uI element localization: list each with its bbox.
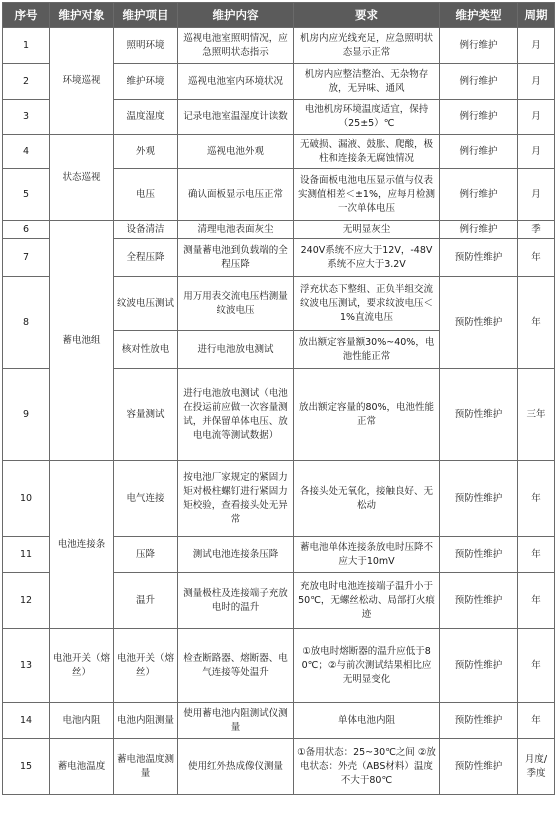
cell-period: 月 — [518, 28, 555, 64]
cell-object: 电池开关（熔丝） — [50, 629, 114, 703]
cell-requirement: 放出额定容量额30%~40%，电池性能正常 — [294, 331, 440, 369]
cell-seq: 9 — [3, 369, 50, 461]
cell-requirement: ①放电时熔断器的温升应低于80℃；②与前次测试结果相比应无明显变化 — [294, 629, 440, 703]
cell-object: 环境巡视 — [50, 28, 114, 135]
cell-content: 测量极柱及连接端子充放电时的温升 — [178, 573, 294, 629]
cell-content: 测量蓄电池到负载端的全程压降 — [178, 239, 294, 277]
cell-requirement: 蓄电池单体连接条放电时压降不应大于10mV — [294, 537, 440, 573]
cell-period: 月度/季度 — [518, 739, 555, 795]
cell-type: 预防性维护 — [440, 369, 518, 461]
table-row — [3, 221, 555, 239]
cell-period: 三年 — [518, 369, 555, 461]
cell-type: 预防性维护 — [440, 277, 518, 369]
cell-item: 温度湿度 — [114, 100, 178, 135]
cell-content: 清理电池表面灰尘 — [178, 221, 294, 239]
cell-type: 预防性维护 — [440, 739, 518, 795]
cell-period: 季 — [518, 221, 555, 239]
cell-item: 全程压降 — [114, 239, 178, 277]
cell-type: 例行维护 — [440, 135, 518, 169]
cell-type: 例行维护 — [440, 64, 518, 100]
cell-seq: 6 — [3, 221, 50, 239]
cell-content: 按电池厂家规定的紧固力矩对极柱螺钉进行紧固力矩校验，查看接头处无异常 — [178, 461, 294, 537]
cell-object: 电池内阻 — [50, 703, 114, 739]
cell-seq: 11 — [3, 537, 50, 573]
cell-item: 电压 — [114, 169, 178, 221]
cell-type: 例行维护 — [440, 169, 518, 221]
cell-object: 蓄电池温度 — [50, 739, 114, 795]
cell-type: 预防性维护 — [440, 573, 518, 629]
cell-seq: 7 — [3, 239, 50, 277]
cell-period: 月 — [518, 64, 555, 100]
cell-seq: 3 — [3, 100, 50, 135]
cell-content: 记录电池室温湿度计读数 — [178, 100, 294, 135]
cell-item: 电池内阻测量 — [114, 703, 178, 739]
cell-content: 进行电池放电测试（电池在投运前应做一次容量测试，并保留单体电压、放电电流等测试数据） — [178, 369, 294, 461]
cell-requirement: 设备面板电池电压显示值与仪表实测值相差＜±1%，应每月检测一次单体电压 — [294, 169, 440, 221]
cell-requirement: 各接头处无氧化，接触良好、无松动 — [294, 461, 440, 537]
cell-seq: 5 — [3, 169, 50, 221]
cell-requirement: 无破损、漏液、鼓胀、爬酸，极柱和连接条无腐蚀情况 — [294, 135, 440, 169]
cell-content: 检查断路器、熔断器、电气连接等处温升 — [178, 629, 294, 703]
cell-requirement: 浮充状态下整组、正负半组交流纹波电压测试，要求纹波电压＜1%直流电压 — [294, 277, 440, 331]
cell-seq: 4 — [3, 135, 50, 169]
cell-item: 容量测试 — [114, 369, 178, 461]
cell-item: 电气连接 — [114, 461, 178, 537]
cell-seq: 8 — [3, 277, 50, 369]
cell-item: 外观 — [114, 135, 178, 169]
cell-content: 用万用表交流电压档测量纹波电压 — [178, 277, 294, 331]
cell-content: 使用蓄电池内阻测试仪测量 — [178, 703, 294, 739]
cell-content: 测试电池连接条压降 — [178, 537, 294, 573]
table-row — [3, 135, 555, 169]
cell-requirement: 240V系统不应大于12V，-48V系统不应大于3.2V — [294, 239, 440, 277]
cell-object: 状态巡视 — [50, 135, 114, 221]
cell-type: 预防性维护 — [440, 461, 518, 537]
cell-seq: 14 — [3, 703, 50, 739]
cell-item: 照明环境 — [114, 28, 178, 64]
cell-requirement: 机房内应光线充足，应急照明状态显示正常 — [294, 28, 440, 64]
header-object: 维护对象 — [50, 3, 114, 28]
cell-content: 确认面板显示电压正常 — [178, 169, 294, 221]
cell-type: 预防性维护 — [440, 629, 518, 703]
header-row — [3, 3, 555, 28]
cell-period: 月 — [518, 169, 555, 221]
cell-requirement: 机房内应整洁整治、无杂物存放，无异味、通风 — [294, 64, 440, 100]
cell-period: 月 — [518, 100, 555, 135]
cell-item: 温升 — [114, 573, 178, 629]
table-row — [3, 703, 555, 739]
cell-period: 月 — [518, 135, 555, 169]
cell-item: 设备清洁 — [114, 221, 178, 239]
cell-type: 预防性维护 — [440, 537, 518, 573]
cell-seq: 15 — [3, 739, 50, 795]
table-row — [3, 629, 555, 703]
cell-item: 压降 — [114, 537, 178, 573]
cell-period: 年 — [518, 461, 555, 537]
cell-period: 年 — [518, 629, 555, 703]
cell-item: 维护环境 — [114, 64, 178, 100]
table-row — [3, 739, 555, 795]
cell-requirement: 无明显灰尘 — [294, 221, 440, 239]
header-item: 维护项目 — [114, 3, 178, 28]
cell-item: 电池开关（熔丝） — [114, 629, 178, 703]
cell-period: 年 — [518, 703, 555, 739]
cell-object: 蓄电池组 — [50, 221, 114, 461]
cell-content: 进行电池放电测试 — [178, 331, 294, 369]
cell-item: 蓄电池温度测量 — [114, 739, 178, 795]
header-period: 周期 — [518, 3, 555, 28]
cell-type: 例行维护 — [440, 100, 518, 135]
cell-content: 巡视电池外观 — [178, 135, 294, 169]
cell-period: 年 — [518, 573, 555, 629]
cell-seq: 12 — [3, 573, 50, 629]
cell-content: 巡视电池室内环境状况 — [178, 64, 294, 100]
table-row — [3, 28, 555, 64]
cell-requirement: 单体电池内阻 — [294, 703, 440, 739]
cell-period: 年 — [518, 537, 555, 573]
cell-seq: 2 — [3, 64, 50, 100]
cell-requirement: ①备用状态：25~30℃之间 ②放电状态：外壳（ABS材料）温度不大于80℃ — [294, 739, 440, 795]
cell-type: 例行维护 — [440, 221, 518, 239]
header-seq: 序号 — [3, 3, 50, 28]
maintenance-table — [2, 2, 555, 795]
cell-seq: 13 — [3, 629, 50, 703]
table-row — [3, 461, 555, 537]
header-content: 维护内容 — [178, 3, 294, 28]
header-requirement: 要求 — [294, 3, 440, 28]
cell-requirement: 电池机房环境温度适宜，保持（25±5）℃ — [294, 100, 440, 135]
cell-type: 预防性维护 — [440, 703, 518, 739]
cell-period: 年 — [518, 239, 555, 277]
cell-object: 电池连接条 — [50, 461, 114, 629]
cell-seq: 10 — [3, 461, 50, 537]
cell-seq: 1 — [3, 28, 50, 64]
cell-type: 预防性维护 — [440, 239, 518, 277]
cell-period: 年 — [518, 277, 555, 369]
cell-item: 纹波电压测试 — [114, 277, 178, 331]
cell-requirement: 充放电时电池连接端子温升小于50℃，无螺丝松动、局部打火痕迹 — [294, 573, 440, 629]
cell-requirement: 放出额定容量的80%，电池性能正常 — [294, 369, 440, 461]
cell-content: 使用红外热成像仪测量 — [178, 739, 294, 795]
header-type: 维护类型 — [440, 3, 518, 28]
cell-type: 例行维护 — [440, 28, 518, 64]
cell-item: 核对性放电 — [114, 331, 178, 369]
cell-content: 巡视电池室照明情况，应急照明状态指示 — [178, 28, 294, 64]
